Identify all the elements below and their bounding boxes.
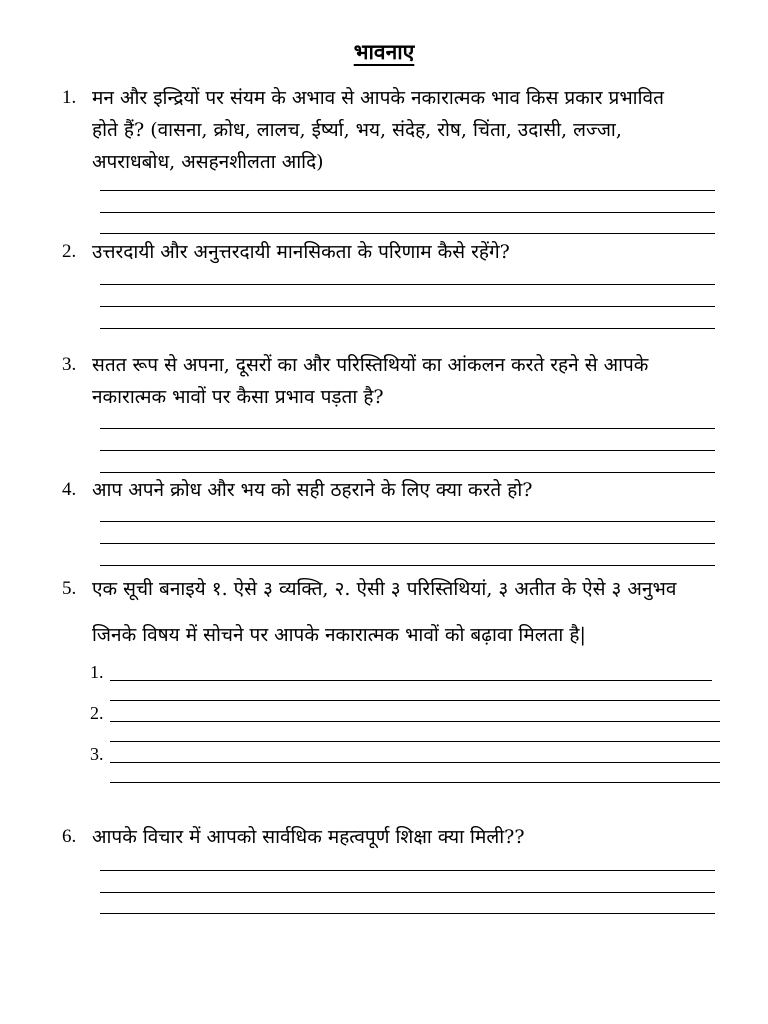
question-text-line: नकारात्मक भावों पर कैसा प्रभाव पड़ता है? <box>92 386 384 408</box>
question-number: 5. <box>62 578 77 599</box>
worksheet-title: भावनाए <box>353 39 415 64</box>
list-item-number: 2. <box>90 703 104 723</box>
question-number: 6. <box>62 826 77 847</box>
answer-line[interactable] <box>100 328 715 329</box>
answer-line[interactable] <box>110 741 720 742</box>
answer-line[interactable] <box>100 892 715 893</box>
answer-line[interactable] <box>100 306 715 307</box>
answer-line[interactable] <box>100 450 715 451</box>
question-text-line: होते हैं? (वासना, क्रोध, लालच, ईर्ष्या, भय, संदेह, रोष, चिंता, उदासी, लज्जा, <box>92 119 622 141</box>
answer-line[interactable] <box>100 472 715 473</box>
answer-line[interactable] <box>100 233 715 234</box>
answer-line[interactable] <box>100 543 715 544</box>
answer-line[interactable] <box>110 700 720 701</box>
answer-line[interactable] <box>100 212 715 213</box>
answer-line[interactable] <box>110 680 712 681</box>
question-text-line: आप अपने क्रोध और भय को सही ठहराने के लिए क्या करते हो? <box>92 479 533 501</box>
question-text-line: मन और इन्द्रियों पर संयम के अभाव से आपके नकारात्मक भाव किस प्रकार प्रभावित <box>92 87 664 109</box>
list-item-number: 3. <box>90 744 104 764</box>
list-item-number: 1. <box>90 662 104 682</box>
question-text-line: एक सूची बनाइये १. ऐसे ३ व्यक्ति, २. ऐसी ३ परिस्तिथियां, ३ अतीत के ऐसे ३ अनुभव <box>92 578 677 600</box>
answer-line[interactable] <box>100 428 715 429</box>
answer-line[interactable] <box>100 913 715 914</box>
question-number: 4. <box>62 479 77 500</box>
question-text-line: सतत रूप से अपना, दूसरों का और परिस्तिथियों का आंकलन करते रहने से आपके <box>92 354 649 376</box>
question-text-line: आपके विचार में आपको सार्वधिक महत्वपूर्ण शिक्षा क्या मिली?? <box>92 826 525 848</box>
answer-line[interactable] <box>100 190 715 191</box>
question-text-line: उत्तरदायी और अनुत्तरदायी मानसिकता के परिणाम कैसे रहेंगे? <box>92 241 510 263</box>
question-number: 1. <box>62 87 77 108</box>
question-text-line: अपराधबोध, असहनशीलता आदि) <box>92 151 324 173</box>
answer-line[interactable] <box>100 521 715 522</box>
question-text-line: जिनके विषय में सोचने पर आपके नकारात्मक भावों को बढ़ावा मिलता है| <box>92 624 586 646</box>
question-number: 3. <box>62 354 77 375</box>
answer-line[interactable] <box>100 870 715 871</box>
answer-line[interactable] <box>110 782 720 783</box>
question-number: 2. <box>62 241 77 262</box>
answer-line[interactable] <box>110 721 720 722</box>
answer-line[interactable] <box>100 284 715 285</box>
answer-line[interactable] <box>110 762 720 763</box>
